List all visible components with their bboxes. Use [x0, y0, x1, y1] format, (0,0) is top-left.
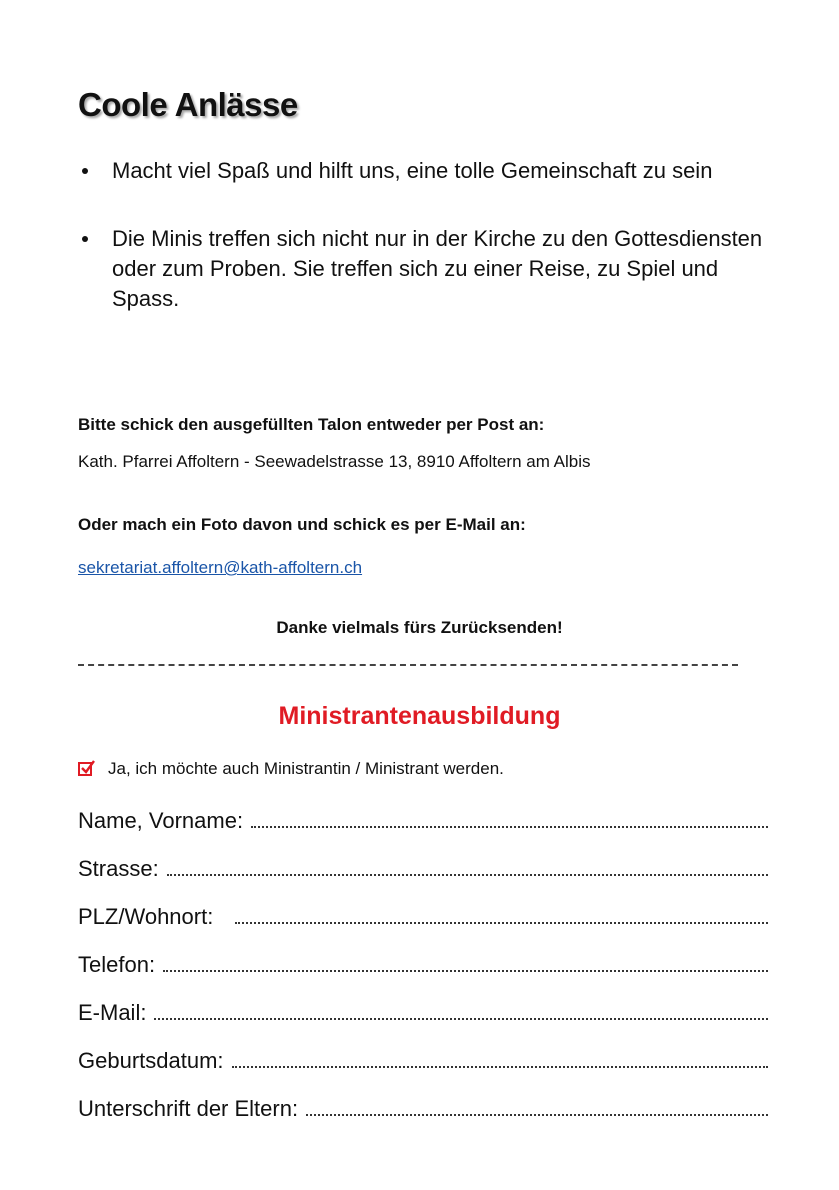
bullet-text: Macht viel Spaß und hilft uns, eine tolle Gemeinschaft zu sein: [112, 158, 713, 183]
field-input-line[interactable]: [235, 904, 768, 924]
field-input-line[interactable]: [251, 808, 768, 828]
form-fields: [78, 808, 768, 1144]
bullet-item: [78, 224, 778, 314]
field-phone[interactable]: [78, 952, 768, 1000]
email-link[interactable]: sekretariat.affoltern@kath-affoltern.ch: [78, 558, 363, 577]
post-address: Kath. Pfarrei Affoltern - Seewadelstrasse 13, 8910 Affoltern am Albis: [78, 452, 591, 471]
bullet-dot-icon: [82, 236, 88, 242]
field-input-line[interactable]: [167, 856, 768, 876]
consent-checkbox[interactable]: [78, 762, 92, 776]
email-instruction: Oder mach ein Foto davon und schick es per E-Mail an:: [78, 515, 526, 534]
checkmark-icon: [79, 759, 97, 777]
field-parent-signature[interactable]: [78, 1096, 768, 1144]
thanks-text: Danke vielmals fürs Zurücksenden!: [276, 618, 563, 637]
field-label: E-Mail:: [78, 1000, 147, 1025]
field-email[interactable]: [78, 1000, 768, 1048]
consent-row[interactable]: [78, 758, 504, 780]
form-title: Ministrantenausbildung: [278, 702, 561, 730]
field-zip-city[interactable]: [78, 904, 768, 952]
bullet-item: [78, 156, 778, 186]
bullet-list: [78, 156, 778, 314]
field-label: PLZ/Wohnort:: [78, 904, 214, 929]
field-label: Unterschrift der Eltern:: [78, 1096, 299, 1121]
field-label: Name, Vorname:: [78, 808, 244, 833]
field-input-line[interactable]: [154, 1000, 768, 1020]
field-input-line[interactable]: [306, 1096, 768, 1116]
field-label: Geburtsdatum:: [78, 1048, 224, 1073]
field-input-line[interactable]: [163, 952, 768, 972]
field-street[interactable]: [78, 856, 768, 904]
field-label: Telefon:: [78, 952, 156, 977]
field-birthdate[interactable]: [78, 1048, 768, 1096]
consent-label: Ja, ich möchte auch Ministrantin / Ministrant werden.: [108, 759, 504, 778]
bullet-dot-icon: [82, 168, 88, 174]
field-label: Strasse:: [78, 856, 159, 881]
field-input-line[interactable]: [232, 1048, 768, 1068]
post-instruction: Bitte schick den ausgefüllten Talon entweder per Post an:: [78, 415, 545, 434]
field-name[interactable]: [78, 808, 768, 856]
cut-line-divider: [78, 664, 738, 666]
page-title: Coole Anlässe: [78, 86, 298, 123]
bullet-text: Die Minis treffen sich nicht nur in der Kirche zu den Gottesdiensten oder zum Proben. Sie treffen sich zu einer Reise, zu Spiel und Spass.: [112, 226, 763, 311]
